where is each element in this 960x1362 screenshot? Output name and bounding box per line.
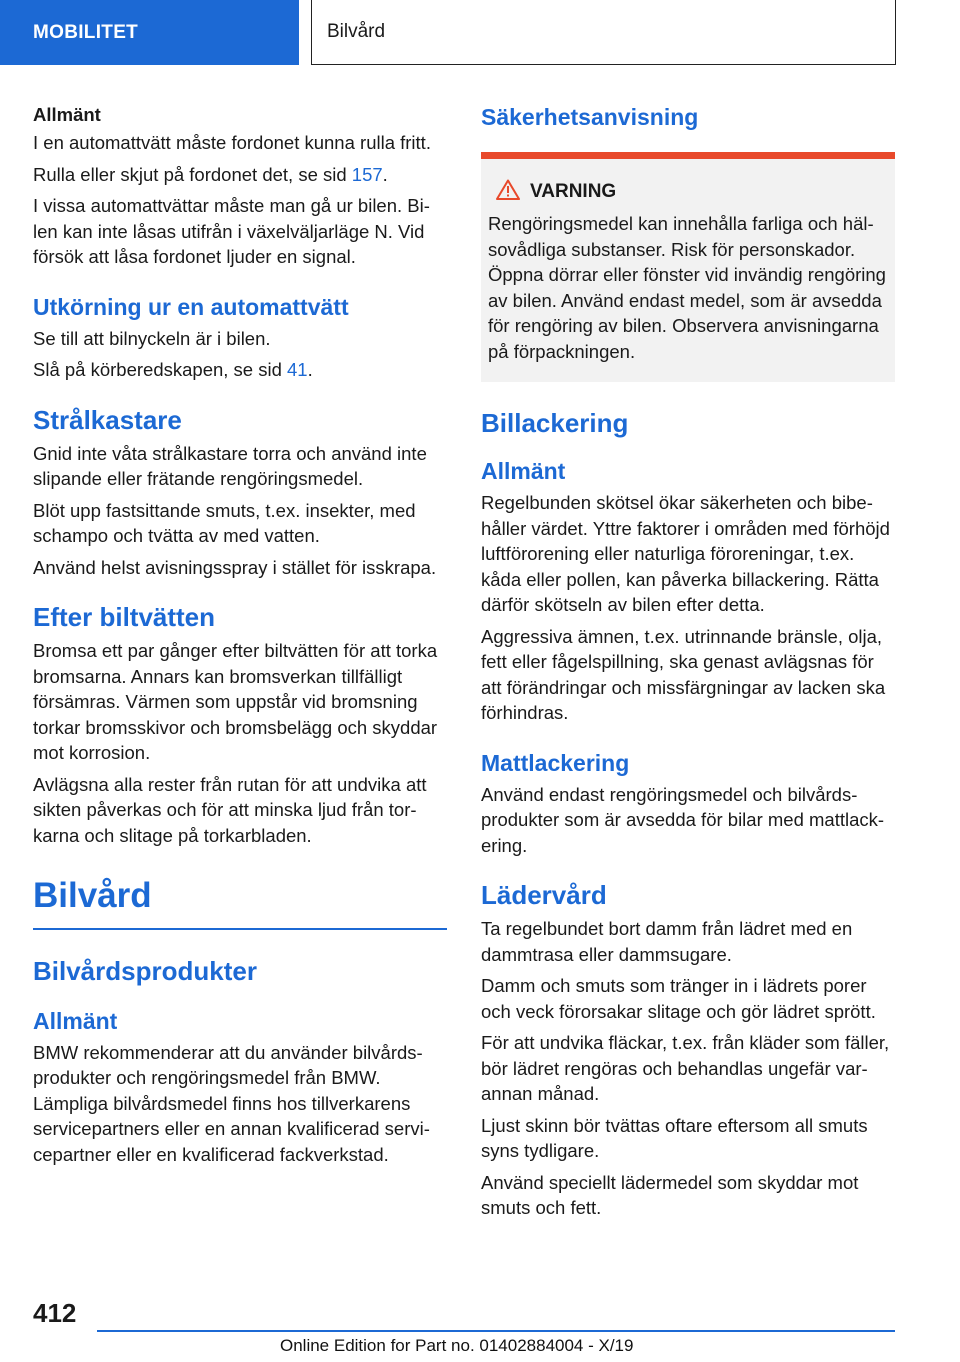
paragraph: Blöt upp fastsittande smuts, t.ex. insekter, med schampo och tvätta av med vatten. bbox=[33, 499, 416, 546]
heading-allmant: Allmänt bbox=[33, 104, 101, 125]
heading-allmant-2: Allmänt bbox=[33, 1007, 118, 1034]
paragraph: Gnid inte våta strålkastare torra och använd inte slipande eller frätande rengöringsmedel. bbox=[33, 442, 427, 489]
footer-edition: Online Edition for Part no. 01402884004 - X/19 bbox=[280, 1336, 634, 1355]
warning-text: Rengöringsmedel kan innehålla farliga och hälsovådliga substanser. Risk för personskador. Öppna dörrar eller fönster vid invändig rengöring av bilen. Använd endast medel, som är avsedda för rengöring av bilen. Observera anvisningarna på förpackningen. bbox=[488, 213, 886, 362]
paragraph: Bromsa ett par gånger efter biltvätten för att torka bromsarna. Annars kan bromsverkan tillfälligt försämras. Värmen som uppstår vid bromsning torkar bromsskivor och bromsbelägg och skyddar mot korrosion. bbox=[33, 640, 438, 763]
heading-bilvard: Bilvård bbox=[33, 876, 152, 915]
left-column bbox=[33, 100, 447, 1173]
page-link-41[interactable]: 41 bbox=[287, 359, 308, 380]
paragraph: Ljust skinn bör tvättas oftare eftersom all smuts syns tydligare. bbox=[481, 1114, 868, 1161]
paragraph: Se till att bilnyckeln är i bilen. bbox=[33, 327, 271, 349]
paragraph: Använd speciellt lädermedel som skyddar mot smuts och fett. bbox=[481, 1171, 859, 1218]
text: . bbox=[307, 359, 313, 380]
paragraph: Damm och smuts som tränger in i lädrets porer och veck förorsakar slitage och gör lädret sprött. bbox=[481, 975, 876, 1022]
paragraph: BMW rekommenderar att du använder bilvårdsprodukter och rengöringsmedel från BMW. Lämpliga bilvårdsmedel finns hos tillverkarens servicepartners eller en annan kvalificerad servicepartner eller en kvalificerad fackverkstad. bbox=[33, 1041, 430, 1165]
paragraph: Regelbunden skötsel ökar säkerheten och bibehåller värdet. Yttre faktorer i områden med förhöjd luftförorening eller naturliga föroreningar, t.ex. kåda eller pollen, kan påverka billackering. Rätta därför skötseln av bilen efter detta. bbox=[481, 492, 890, 615]
paragraph bbox=[33, 162, 447, 188]
text: . bbox=[382, 163, 388, 185]
paragraph: I vissa automattvättar måste man gå ur bilen. Bilen kan inte låsas utifrån i växelväljarläge N. Vid försök att låsa fordonet ljuder en signal. bbox=[33, 195, 430, 267]
paragraph: Använd endast rengöringsmedel och bilvårdsprodukter som är avsedda för bilar med mattlackering. bbox=[481, 783, 885, 856]
page-link-157[interactable]: 157 bbox=[351, 163, 383, 185]
paragraph: Avlägsna alla rester från rutan för att undvika att sikten påverkas och för att minska ljud från torkarna och slitage på torkarbladen. bbox=[33, 773, 427, 846]
heading-ladervard: Lädervård bbox=[481, 880, 607, 910]
heading-rule bbox=[33, 928, 447, 930]
warning-triangle-icon bbox=[496, 179, 520, 205]
footer-rule bbox=[97, 1330, 895, 1332]
heading-billackering: Billackering bbox=[481, 408, 629, 438]
paragraph: I en automattvätt måste fordonet kunna rulla fritt. bbox=[33, 132, 431, 153]
paragraph: För att undvika fläckar, t.ex. från kläder som fäller, bör lädret rengöras och behandlas ungefär varannan månad. bbox=[481, 1032, 890, 1104]
paragraph bbox=[33, 357, 447, 383]
warning-box bbox=[481, 152, 895, 382]
paragraph: Använd helst avisningsspray i stället för isskrapa. bbox=[33, 556, 437, 578]
heading-sakerhetsanvisning: Säkerhetsanvisning bbox=[481, 104, 699, 130]
heading-stralkastare: Strålkastare bbox=[33, 404, 182, 435]
right-column bbox=[481, 100, 895, 1227]
heading-mattlackering: Mattlackering bbox=[481, 749, 630, 776]
section-label: MOBILITET bbox=[33, 21, 139, 43]
text: Slå på körberedskapen, se sid bbox=[33, 359, 288, 380]
paragraph: Aggressiva ämnen, t.ex. utrinnande bränsle, olja, fett eller fågelspillning, ska genast avlägsnas för att förändringar och missfärgningar av lacken ska förhindras. bbox=[481, 625, 886, 723]
section-tab bbox=[0, 0, 299, 65]
chapter-title-box bbox=[311, 0, 896, 65]
heading-allmant-right: Allmänt bbox=[481, 458, 566, 484]
paragraph: Ta regelbundet bort damm från lädret med en dammtrasa eller dammsugare. bbox=[481, 918, 853, 965]
warning-label: VARNING bbox=[530, 181, 617, 202]
chapter-title: Bilvård bbox=[327, 21, 386, 42]
heading-efter-biltvatten: Efter biltvätten bbox=[33, 602, 216, 632]
heading-utkorning: Utkörning ur en automattvätt bbox=[33, 293, 349, 320]
text: Rulla eller skjut på fordonet det, se sid bbox=[33, 163, 352, 185]
warning-header bbox=[488, 179, 887, 205]
heading-bilvardsprodukter: Bilvårdsprodukter bbox=[33, 955, 257, 986]
page-number: 412 bbox=[33, 1298, 77, 1328]
